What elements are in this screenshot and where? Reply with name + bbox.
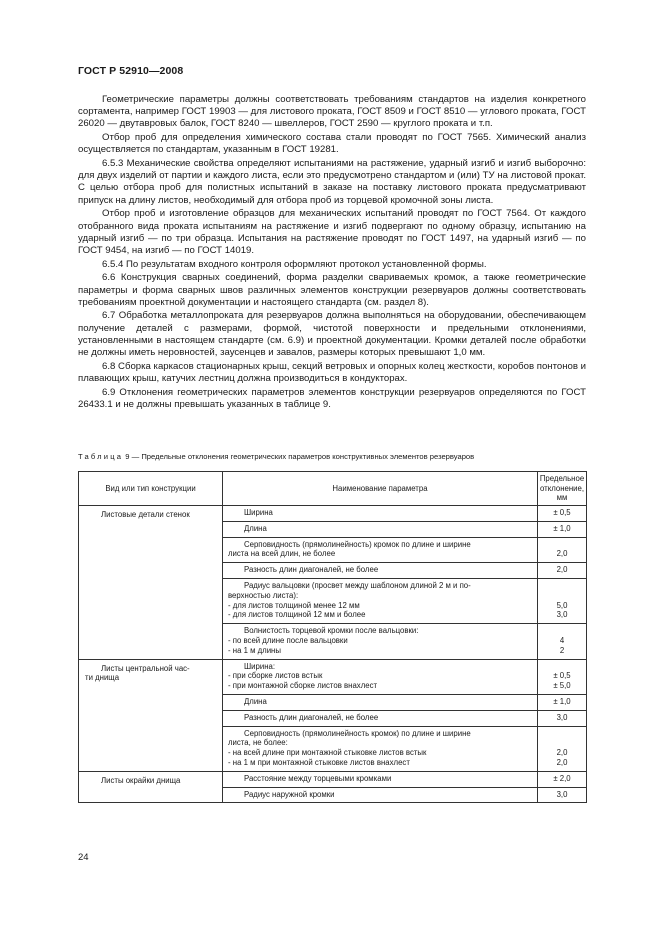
- param-cell: [223, 659, 538, 694]
- param-text: Волнистость торцевой кромки после вальцовки:: [244, 626, 419, 636]
- construction-kind: ти днища: [85, 673, 120, 683]
- table-caption-text: 9 — Предельные отклонения геометрических параметров конструктивных элементов резервуаров: [123, 452, 475, 461]
- value-text: ± 1,0: [553, 696, 571, 706]
- value-text: 2,0: [556, 565, 568, 575]
- param-text: листа, не более:: [228, 738, 288, 748]
- param-text: Серповидность (прямолинейность кромок) по длине и ширине: [244, 728, 471, 738]
- value-cell: [538, 710, 587, 726]
- param-text: Разность длин диагоналей, не более: [244, 712, 379, 722]
- value-text: 2,0: [556, 757, 568, 767]
- param-cell: [223, 710, 538, 726]
- body-text: [78, 94, 586, 413]
- table-row: [79, 506, 587, 522]
- param-text: - на 1 м длины: [228, 645, 281, 655]
- param-cell: [223, 563, 538, 579]
- construction-kind: Листы центральной час-: [101, 663, 190, 673]
- construction-kind-cell: [79, 771, 223, 803]
- param-text: - по всей длине после вальцовки: [228, 635, 348, 645]
- value-cell: [538, 787, 587, 803]
- construction-kind: Листы окрайки днища: [101, 775, 181, 785]
- paragraph: Геометрические параметры должны соответствовать требованиям стандартов на изделия конкретного сортамента, например ГОСТ 19903 — для листового проката, ГОСТ 8509 и ГОСТ 8510 — углового проката, ГОСТ 26020 — двутавровых балок, ГОСТ 8240 — швеллеров, ГОСТ 2590 — круглого проката и т.п.: [78, 94, 586, 130]
- deviation-table: [78, 471, 587, 803]
- param-text: Радиус вальцовки (просвет между шаблоном длиной 2 м и по-: [244, 580, 471, 590]
- param-cell: [223, 787, 538, 803]
- table-row: [79, 659, 587, 694]
- header-param: Наименование параметра: [223, 472, 538, 506]
- value-cell: [538, 624, 587, 659]
- paragraph: Отбор проб и изготовление образцов для механических испытаний проводят по ГОСТ 7564. От каждого отобранного вида проката испытаниям на растяжение и изгиб подвергают по одному образцу, испытанию на ударный изгиб — по три образца. Испытания на растяжение проводят по ГОСТ 1497, на ударный изгиб — по ГОСТ 9454, на изгиб — по ГОСТ 14019.: [78, 208, 586, 256]
- param-text: верхностью листа):: [228, 590, 299, 600]
- page-number: 24: [78, 852, 89, 863]
- construction-kind-cell: [79, 506, 223, 660]
- param-text: - на всей длине при монтажной стыковке листов встык: [228, 748, 427, 758]
- param-text: - при сборке листов встык: [228, 671, 323, 681]
- paragraph: 6.5.3 Механические свойства определяют испытаниями на растяжение, ударный изгиб и изгиб выборочно: для двух изделий от партии и каждого листа, если это предусмотрено стандартом и (или) ТУ на листовой прокат. С целью отбора проб для полистных испытаний в заказе на поставку листового проката предусматривают припуск на длину листов, необходимый для отбора проб из торцевой кромочной зоны листа.: [78, 158, 586, 206]
- header-value: [538, 472, 587, 506]
- param-text: Ширина:: [244, 661, 276, 671]
- construction-kind: Листовые детали стенок: [101, 510, 190, 519]
- param-cell: [223, 521, 538, 537]
- param-cell: [223, 537, 538, 563]
- value-text: 2: [559, 645, 565, 655]
- value-cell: [538, 521, 587, 537]
- value-text: 2,0: [556, 748, 568, 758]
- param-text: Разность длин диагоналей, не более: [244, 565, 379, 575]
- paragraph: Отбор проб для определения химического состава стали проводят по ГОСТ 7565. Химический анализ осуществляется по стандартам, указанным в ГОСТ 19281.: [78, 132, 586, 156]
- value-text: 3,0: [556, 610, 568, 620]
- value-cell: [538, 563, 587, 579]
- paragraph: 6.8 Сборка каркасов стационарных крыш, секций ветровых и опорных колец жесткости, коробов понтонов и плавающих крыш, катучих лестниц должна производиться в кондукторах.: [78, 360, 586, 384]
- header-kind: Вид или тип конструкции: [79, 472, 223, 506]
- param-text: Ширина: [244, 508, 273, 517]
- value-text: ± 0,5: [553, 508, 571, 517]
- paragraph: 6.9 Отклонения геометрических параметров элементов конструкции резервуаров определяются по ГОСТ 26433.1 и не должны превышать указанных в таблице 9.: [78, 386, 586, 410]
- param-text: - для листов толщиной 12 мм и более: [228, 610, 366, 620]
- construction-kind-cell: [79, 659, 223, 771]
- value-cell: [538, 726, 587, 771]
- value-cell: [538, 694, 587, 710]
- param-text: Расстояние между торцевыми кромками: [244, 773, 392, 783]
- param-text: Серповидность (прямолинейность) кромок по длине и ширине: [244, 539, 471, 549]
- value-cell: [538, 506, 587, 522]
- param-text: - на 1 м при монтажной стыковке листов внахлест: [228, 757, 410, 767]
- value-text: ± 1,0: [553, 523, 571, 533]
- value-text: ± 0,5: [553, 671, 571, 681]
- header-value-line: отклонение, мм: [539, 483, 584, 503]
- document-header: ГОСТ Р 52910—2008: [78, 65, 184, 77]
- value-text: 4: [559, 635, 565, 645]
- param-cell: [223, 578, 538, 623]
- param-text: Радиус наружной кромки: [244, 789, 335, 799]
- value-text: ± 2,0: [553, 773, 571, 783]
- param-text: листа на всей длин, не более: [228, 549, 336, 559]
- value-text: 2,0: [556, 549, 568, 559]
- param-text: - при монтажной сборке листов внахлест: [228, 681, 378, 691]
- param-cell: [223, 694, 538, 710]
- value-cell: [538, 659, 587, 694]
- param-cell: [223, 726, 538, 771]
- value-text: 3,0: [556, 789, 568, 799]
- paragraph: 6.7 Обработка металлопроката для резервуаров должна выполняться на оборудовании, обеспечивающем получение деталей с размерами, формой, чистотой поверхности и предельными отклонениями, установленными в настоящем стандарте (см. 6.9) и проектной документации. Кромки деталей после обработки не должны иметь неровностей, заусенцев и завалов, размеры которых превышают 1,0 мм.: [78, 310, 586, 359]
- value-text: ± 5,0: [553, 681, 571, 691]
- paragraph: 6.5.4 По результатам входного контроля оформляют протокол установленной формы.: [102, 258, 487, 270]
- paragraph: 6.6 Конструкция сварных соединений, форма разделки свариваемых кромок, а также геометрические параметры и форма сварных швов различных элементов конструкции резервуаров должны соответствовать требованиям проектной документации и настоящего стандарта (см. раздел 8).: [78, 272, 586, 308]
- value-cell: [538, 578, 587, 623]
- table-header-row: [79, 472, 587, 506]
- table-row: [79, 771, 587, 787]
- param-text: Длина: [244, 523, 267, 533]
- table-caption-prefix: Таблица: [78, 452, 124, 461]
- param-cell: [223, 624, 538, 659]
- param-text: - для листов толщиной менее 12 мм: [228, 600, 360, 610]
- value-cell: [538, 771, 587, 787]
- header-value-line: Предельное: [539, 473, 585, 483]
- value-cell: [538, 537, 587, 563]
- param-text: Длина: [244, 696, 267, 706]
- table-caption: [78, 452, 474, 461]
- param-cell: [223, 771, 538, 787]
- value-text: 3,0: [556, 712, 568, 722]
- value-text: 5,0: [556, 600, 568, 610]
- param-cell: [223, 506, 538, 522]
